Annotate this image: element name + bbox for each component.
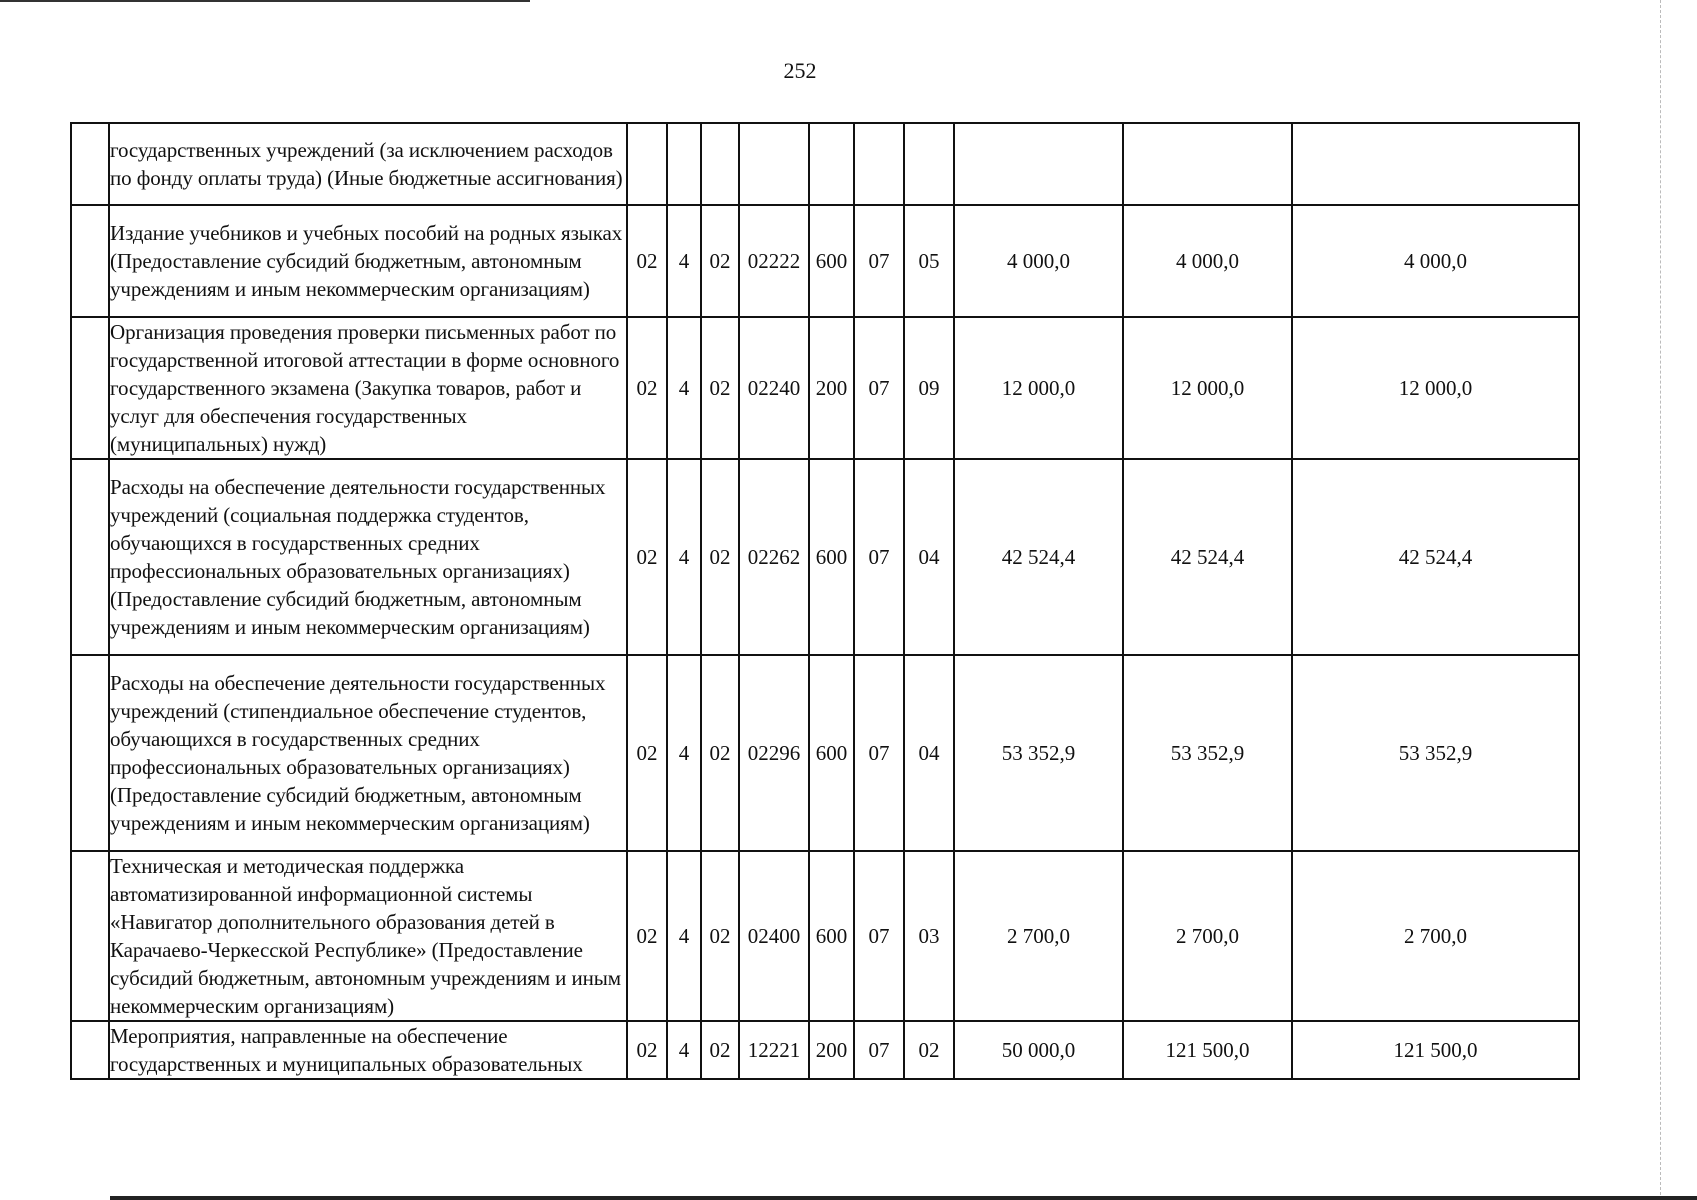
code-subprogram-type: 4	[667, 1021, 701, 1079]
code-section: 07	[854, 1021, 904, 1079]
row-description: Техническая и методическая поддержка автоматизированной информационной системы «Навигатор дополнительного образования детей в Карачаево-Черкесской Республике» (Предоставление субсидий бюджетным, автономным учреждениям и иным некоммерческим организациям)	[109, 851, 627, 1021]
code-main-activity: 02	[701, 851, 739, 1021]
code-program: 02	[627, 1021, 667, 1079]
code-main-activity: 02	[701, 1021, 739, 1079]
amount-year-1: 12 000,0	[954, 317, 1123, 459]
table-row	[71, 459, 1579, 655]
amount-year-3: 4 000,0	[1292, 205, 1579, 317]
table-row	[71, 205, 1579, 317]
amount-year-2: 2 700,0	[1123, 851, 1292, 1021]
amount-year-3: 12 000,0	[1292, 317, 1579, 459]
code-subprogram-type	[667, 123, 701, 205]
code-program	[627, 123, 667, 205]
code-subsection: 09	[904, 317, 954, 459]
amount-year-1: 50 000,0	[954, 1021, 1123, 1079]
row-marker-cell	[71, 123, 109, 205]
budget-table	[70, 122, 1580, 1080]
code-direction: 02400	[739, 851, 809, 1021]
code-program: 02	[627, 655, 667, 851]
table-row	[71, 317, 1579, 459]
row-description: Расходы на обеспечение деятельности государственных учреждений (социальная поддержка студентов, обучающихся в государственных средних профессиональных образовательных организациях) (Предоставление субсидий бюджетным, автономным учреждениям и иным некоммерческим организациям)	[109, 459, 627, 655]
row-marker-cell	[71, 851, 109, 1021]
amount-year-1: 53 352,9	[954, 655, 1123, 851]
amount-year-3: 42 524,4	[1292, 459, 1579, 655]
row-description: Расходы на обеспечение деятельности государственных учреждений (стипендиальное обеспечение студентов, обучающихся в государственных средних профессиональных образовательных организациях) (Предоставление субсидий бюджетным, автономным учреждениям и иным некоммерческим организациям)	[109, 655, 627, 851]
code-main-activity	[701, 123, 739, 205]
code-subsection: 02	[904, 1021, 954, 1079]
table-row	[71, 1021, 1579, 1079]
amount-year-2: 121 500,0	[1123, 1021, 1292, 1079]
code-subsection: 04	[904, 655, 954, 851]
code-subprogram-type: 4	[667, 851, 701, 1021]
amount-year-1: 4 000,0	[954, 205, 1123, 317]
code-section	[854, 123, 904, 205]
code-expense-type: 200	[809, 317, 854, 459]
code-direction: 02222	[739, 205, 809, 317]
code-main-activity: 02	[701, 205, 739, 317]
amount-year-3: 121 500,0	[1292, 1021, 1579, 1079]
code-subsection: 04	[904, 459, 954, 655]
amount-year-3: 53 352,9	[1292, 655, 1579, 851]
table-row	[71, 123, 1579, 205]
code-subsection	[904, 123, 954, 205]
code-subprogram-type: 4	[667, 459, 701, 655]
code-section: 07	[854, 655, 904, 851]
table-row	[71, 655, 1579, 851]
code-program: 02	[627, 459, 667, 655]
page-number: 252	[783, 58, 817, 83]
scan-edge-dashes	[1660, 0, 1662, 1200]
amount-year-2	[1123, 123, 1292, 205]
amount-year-3: 2 700,0	[1292, 851, 1579, 1021]
row-description: Мероприятия, направленные на обеспечение государственных и муниципальных образовательных	[109, 1021, 627, 1079]
code-section: 07	[854, 317, 904, 459]
code-expense-type: 600	[809, 459, 854, 655]
code-expense-type: 600	[809, 851, 854, 1021]
amount-year-1	[954, 123, 1123, 205]
code-direction: 02262	[739, 459, 809, 655]
code-expense-type: 600	[809, 205, 854, 317]
code-subprogram-type: 4	[667, 655, 701, 851]
code-expense-type: 600	[809, 655, 854, 851]
row-description: государственных учреждений (за исключением расходов по фонду оплаты труда) (Иные бюджетные ассигнования)	[109, 123, 627, 205]
row-marker-cell	[71, 317, 109, 459]
row-marker-cell	[71, 459, 109, 655]
amount-year-2: 12 000,0	[1123, 317, 1292, 459]
code-direction	[739, 123, 809, 205]
table-row	[71, 851, 1579, 1021]
amount-year-3	[1292, 123, 1579, 205]
code-direction: 02240	[739, 317, 809, 459]
code-expense-type: 200	[809, 1021, 854, 1079]
code-direction: 12221	[739, 1021, 809, 1079]
row-marker-cell	[71, 1021, 109, 1079]
amount-year-1: 2 700,0	[954, 851, 1123, 1021]
code-expense-type	[809, 123, 854, 205]
code-program: 02	[627, 205, 667, 317]
code-subsection: 05	[904, 205, 954, 317]
scan-edge-line	[0, 0, 530, 2]
amount-year-2: 42 524,4	[1123, 459, 1292, 655]
row-marker-cell	[71, 655, 109, 851]
code-main-activity: 02	[701, 317, 739, 459]
code-program: 02	[627, 851, 667, 1021]
row-marker-cell	[71, 205, 109, 317]
code-direction: 02296	[739, 655, 809, 851]
row-description: Организация проведения проверки письменных работ по государственной итоговой аттестации в форме основного государственного экзамена (Закупка товаров, работ и услуг для обеспечения государственных (муниципальных) нужд)	[109, 317, 627, 459]
code-program: 02	[627, 317, 667, 459]
code-section: 07	[854, 205, 904, 317]
row-description: Издание учебников и учебных пособий на родных языках (Предоставление субсидий бюджетным, автономным учреждениям и иным некоммерческим организациям)	[109, 205, 627, 317]
code-subsection: 03	[904, 851, 954, 1021]
amount-year-2: 4 000,0	[1123, 205, 1292, 317]
amount-year-2: 53 352,9	[1123, 655, 1292, 851]
amount-year-1: 42 524,4	[954, 459, 1123, 655]
code-subprogram-type: 4	[667, 205, 701, 317]
code-section: 07	[854, 851, 904, 1021]
code-subprogram-type: 4	[667, 317, 701, 459]
code-section: 07	[854, 459, 904, 655]
code-main-activity: 02	[701, 459, 739, 655]
code-main-activity: 02	[701, 655, 739, 851]
scan-edge-line	[110, 1196, 1697, 1200]
